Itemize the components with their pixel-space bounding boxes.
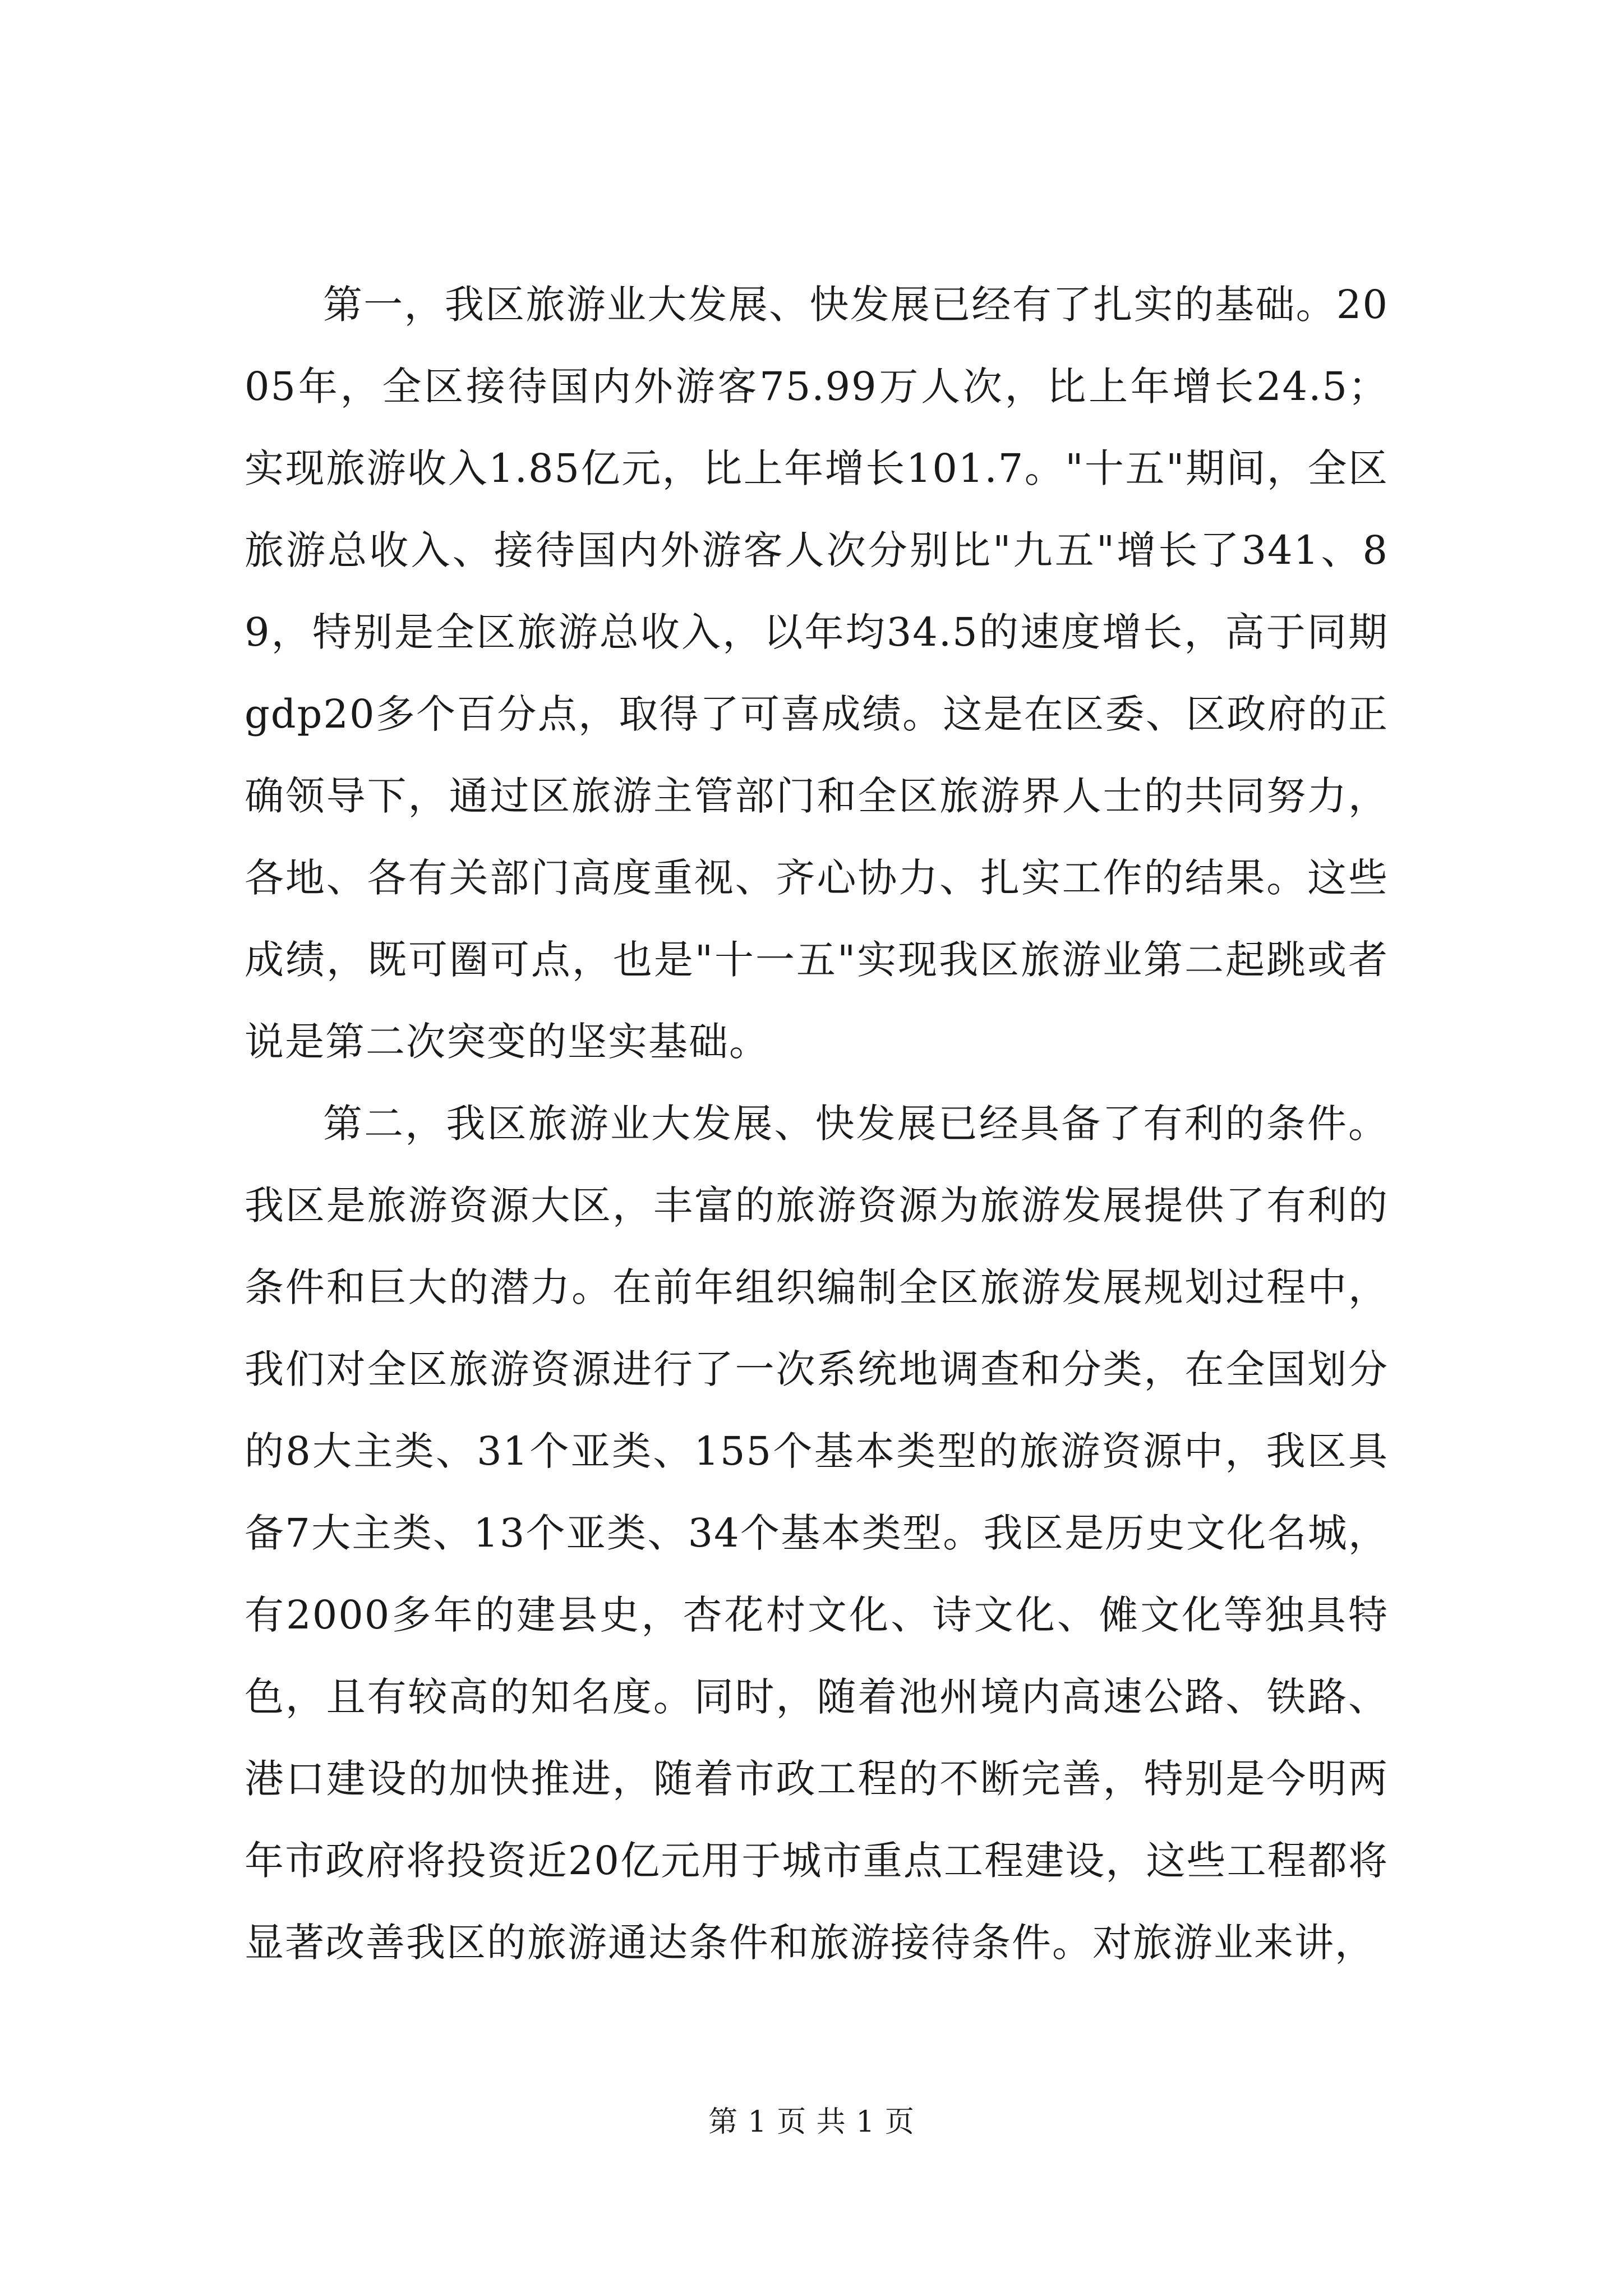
paragraph-2: 第二，我区旅游业大发展、快发展已经具备了有利的条件。我区是旅游资源大区，丰富的旅游资源为旅游发展提供了有利的条件和巨大的潜力。在前年组织编制全区旅游发展规划过程中，我们对全区旅游资源进行了一次系统地调查和分类，在全国划分的8大主类、31个亚类、155个基本类型的旅游资源中，我区具备7大主类、13个亚类、34个基本类型。我区是历史文化名城，有2000多年的建县史，杏花村文化、诗文化、傩文化等独具特色，且有较高的知名度。同时，随着池州境内高速公路、铁路、港口建设的加快推进，随着市政工程的不断完善，特别是今明两年市政府将投资近20亿元用于城市重点工程建设，这些工程都将显著改善我区的旅游通达条件和旅游接待条件。对旅游业来讲， [245,1101,1389,1966]
page-footer: 第 1 页 共 1 页 [708,2105,915,2139]
paragraph-1: 第一，我区旅游业大发展、快发展已经有了扎实的基础。2005年，全区接待国内外游客75.99万人次，比上年增长24.5；实现旅游收入1.85亿元，比上年增长101.7。"十五"期间，全区旅游总收入、接待国内外游客人次分别比"九五"增长了341、89，特别是全区旅游总收入，以年均34.5的速度增长，高于同期gdp20多个百分点，取得了可喜成绩。这是在区委、区政府的正确领导下，通过区旅游主管部门和全区旅游界人士的共同努力，各地、各有关部门高度重视、齐心协力、扎实工作的结果。这些成绩，既可圈可点，也是"十一五"实现我区旅游业第二起跳或者说是第二次突变的坚实基础。 [245,282,1389,1065]
document-body [245,264,1389,1984]
